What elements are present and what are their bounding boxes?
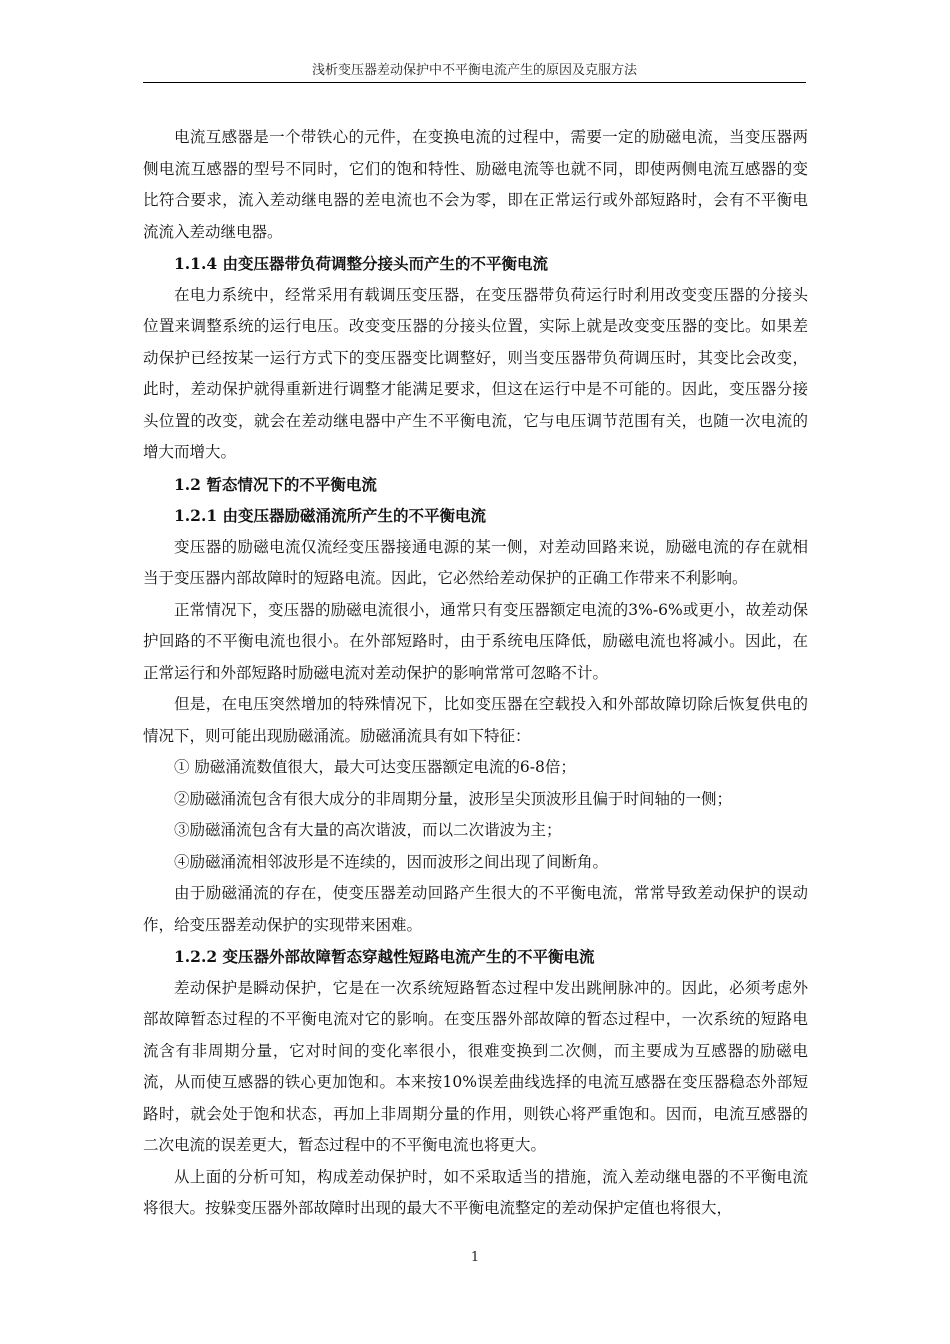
- list-item: ① 励磁涌流数值很大，最大可达变压器额定电流的6-8倍；: [174, 758, 576, 776]
- list-item: ②励磁涌流包含有很大成分的非周期分量，波形呈尖顶波形且偏于时间轴的一侧；: [174, 789, 733, 808]
- running-header: 浅析变压器差动保护中不平衡电流产生的原因及克服方法: [311, 63, 637, 78]
- paragraph: 电流互感器是一个带铁心的元件，在变换电流的过程中，需要一定的励磁电流，当变压器两侧电流互感器的型号不同时，它们的饱和特性、励磁电流等也就不同，即使两侧电流互感器的变比符合要求，流入差动继电器的差电流也不会为零，即在正常运行或外部短路时，会有不平衡电流流入差动继电器。: [143, 128, 808, 241]
- page-number: 1: [470, 1250, 480, 1265]
- paragraph: 变压器的励磁电流仅流经变压器接通电源的某一侧，对差动回路来说，励磁电流的存在就相当于变压器内部故障时的短路电流。因此，它必然给差动保护的正确工作带来不利影响。: [143, 537, 808, 587]
- section-heading: 1.2 暂态情况下的不平衡电流: [174, 474, 377, 494]
- section-heading: 1.2.1 由变压器励磁涌流所产生的不平衡电流: [174, 506, 487, 525]
- paragraph: 由于励磁涌流的存在，使变压器差动回路产生很大的不平衡电流，常常导致差动保护的误动作，给变压器差动保护的实现带来困难。: [143, 884, 808, 934]
- header-rule: [143, 82, 806, 83]
- document-body: [143, 122, 808, 1225]
- paragraph: 在电力系统中，经常采用有载调压变压器，在变压器带负荷运行时利用改变变压器的分接头位置来调整系统的运行电压。改变变压器的分接头位置，实际上就是改变变压器的变比。如果差动保护已经按某一运行方式下的变压器变比调整好，则当变压器带负荷调压时，其变比会改变，此时，差动保护就得重新进行调整才能满足要求，但这在运行中是不可能的。因此，变压器分接头位置的改变，就会在差动继电器中产生不平衡电流，它与电压调节范围有关，也随一次电流的增大而增大。: [143, 285, 808, 461]
- paragraph: 差动保护是瞬动保护，它是在一次系统短路暂态过程中发出跳闸脉冲的。因此，必须考虑外部故障暂态过程的不平衡电流对它的影响。在变压器外部故障的暂态过程中，一次系统的短路电流含有非周期分量，它对时间的变化率很小，很难变换到二次侧，而主要成为互感器的励磁电流，从而使互感器的铁心更加饱和。本来按10%误差曲线选择的电流互感器在变压器稳态外部短路时，就会处于饱和状态，再加上非周期分量的作用，则铁心将严重饱和。因而，电流互感器的二次电流的误差更大，暂态过程中的不平衡电流也将更大。: [143, 978, 808, 1154]
- paragraph: 从上面的分析可知，构成差动保护时，如不采取适当的措施，流入差动继电器的不平衡电流将很大。按躲变压器外部故障时出现的最大不平衡电流整定的差动保护定值也将很大，: [143, 1167, 808, 1217]
- paragraph: 但是，在电压突然增加的特殊情况下，比如变压器在空载投入和外部故障切除后恢复供电的情况下，则可能出现励磁涌流。励磁涌流具有如下特征：: [143, 695, 808, 745]
- list-item: ④励磁涌流相邻波形是不连续的，因而波形之间出现了间断角。: [174, 852, 609, 871]
- section-heading: 1.2.2 变压器外部故障暂态穿越性短路电流产生的不平衡电流: [174, 947, 595, 966]
- section-heading: 1.1.4 由变压器带负荷调整分接头而产生的不平衡电流: [174, 254, 549, 273]
- list-item: ③励磁涌流包含有大量的高次谐波，而以二次谐波为主；: [174, 821, 562, 839]
- paragraph: 正常情况下，变压器的励磁电流很小，通常只有变压器额定电流的3%-6%或更小，故差动保护回路的不平衡电流也很小。在外部短路时，由于系统电压降低，励磁电流也将减小。因此，在正常运行和外部短路时励磁电流对差动保护的影响常常可忽略不计。: [143, 600, 808, 682]
